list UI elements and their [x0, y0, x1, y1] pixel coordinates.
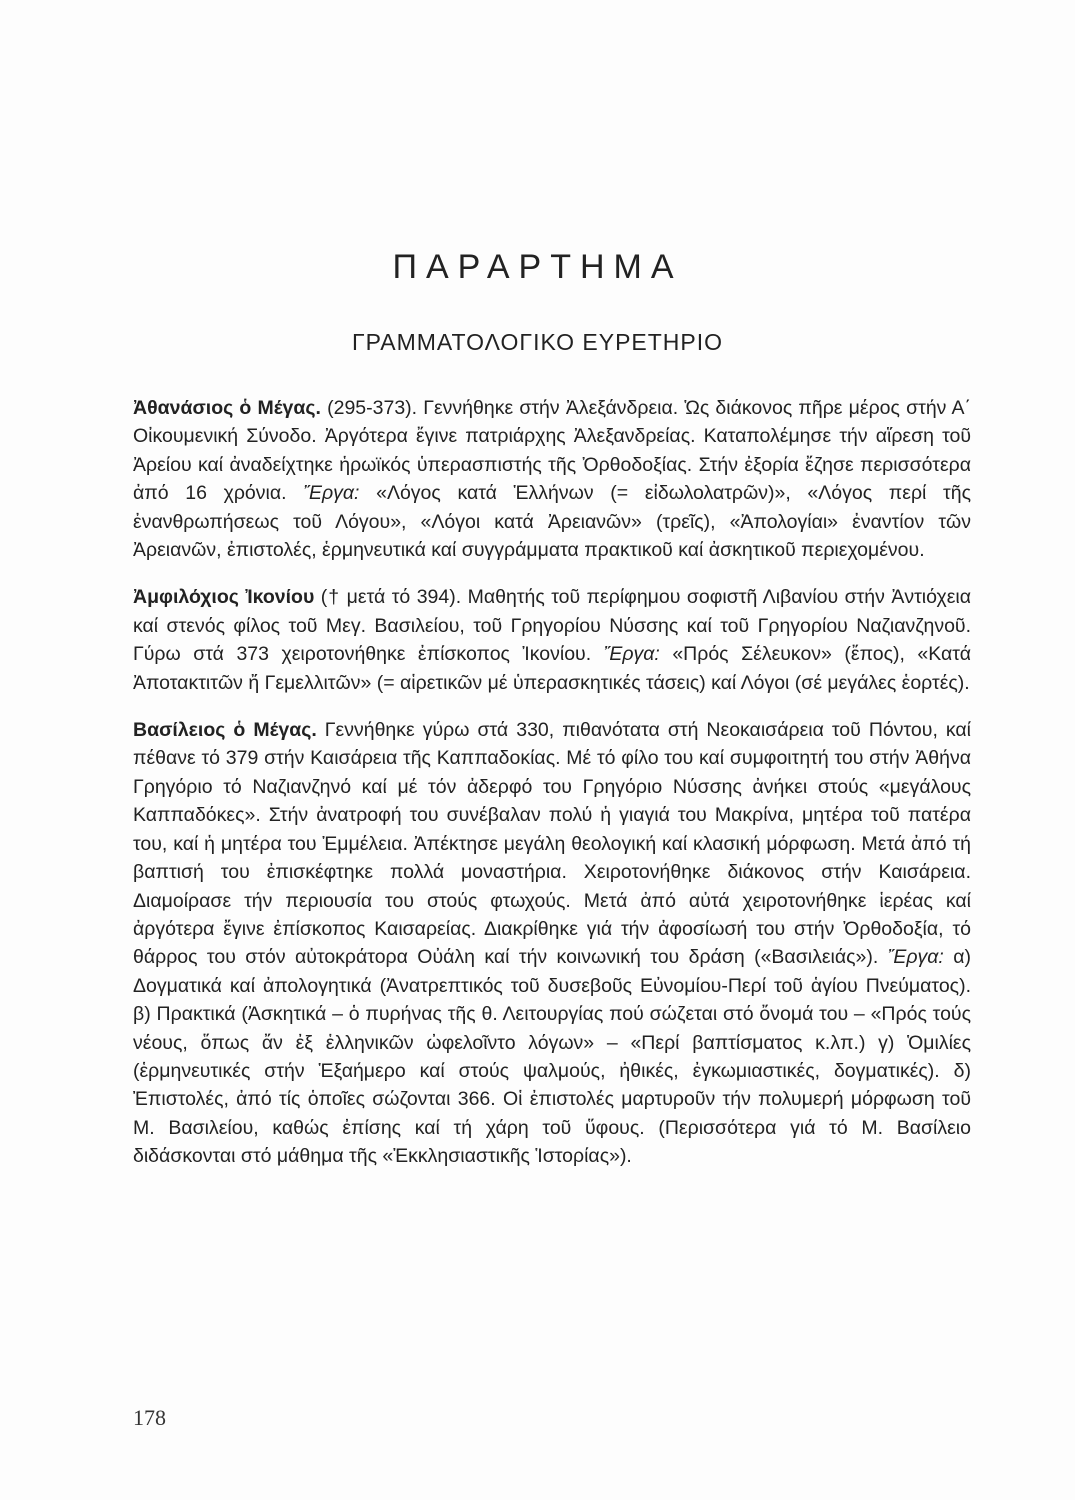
entry-works-list: α) Δογματικά καί ἀπολογητικά (Ἀνατρεπτικός τοῦ δυσεβοῦς Εὐνομίου-Περί τοῦ ἁγίου Πνεύματος). β) Πρακτικά (Ἀσκητικά – ὁ πυρήνας τῆς θ. Λειτουργίας πού σώζεται στό ὄνομά του – «Πρός τούς νέους, ὅπως ἄν ἐξ ἑλληνικῶν ὠφελοῖντο λόγων» – «Περί βαπτίσματος κ.λπ.) γ) Ὁμιλίες (ἑρμηνευτικές στήν Ἑξαήμερο καί στούς ψαλμούς, ἠθικές, ἐγκωμιαστικές, δογματικές). δ) Ἐπιστολές, ἀπό τίς ὁποῖες σώζονται 366. Οἱ ἐπιστολές μαρτυροῦν τήν πολυμερή μόρφωση τοῦ Μ. Βασιλείου, καθώς ἐπίσης καί τή χάρη τοῦ ὕφους. (Περισσότερα γιά τό Μ. Βασίλειο διδάσκονται στό μάθημα τῆς «Ἐκκλησιαστικῆς Ἱστορίας»).	[133, 946, 971, 1168]
index-entries	[133, 394, 971, 1190]
entry-works-list: «Πρός Σέλευκον» (ἔπος), «Κατά Ἀποτακτιτῶν ἤ Γεμελλιτῶν» (= αἱρετικῶν μέ ὑπερασκητικές τάσεις) καί Λόγοι (σέ μεγάλες ἑορτές).	[133, 643, 971, 694]
entry-name: Βασίλειος ὁ Μέγας.	[133, 719, 317, 742]
entry-athanasios	[133, 394, 971, 564]
entry-body: († μετά τό 394). Μαθητής τοῦ περίφημου σοφιστῆ Λιβανίου στήν Ἀντιόχεια καί στενός φίλος τοῦ Μεγ. Βασιλείου, τοῦ Γρηγορίου Νύσσης καί τοῦ Γρηγορίου Ναζιανζηνοῦ. Γύρω στά 373 χειροτονήθηκε ἐπίσκοπος Ἰκονίου.	[133, 586, 971, 666]
page-title: ΠΑΡΑΡΤΗΜΑ	[392, 248, 683, 286]
page-number: 178	[133, 1405, 166, 1430]
entry-works-label: Ἔργα:	[303, 482, 360, 505]
entry-amfilochios	[133, 583, 971, 697]
entry-works-label: Ἔργα:	[603, 643, 660, 666]
entry-works-label: Ἔργα:	[887, 946, 944, 969]
entry-name: Ἀμφιλόχιος Ἰκονίου	[133, 586, 315, 609]
page-subtitle: ΓΡΑΜΜΑΤΟΛΟΓΙΚΟ ΕΥΡΕΤΗΡΙΟ	[351, 329, 724, 355]
entry-works-list: «Λόγος κατά Ἑλλήνων (= εἰδωλολατρῶν)», «Λόγος περί τῆς ἐνανθρωπήσεως τοῦ Λόγου», «Λόγοι κατά Ἀρειανῶν» (τρεῖς), «Ἀπολογίαι» ἐναντίον τῶν Ἀρειανῶν, ἐπιστολές, ἑρμηνευτικά καί συγγράμματα πρακτικοῦ καί ἀσκητικοῦ περιεχομένου.	[133, 482, 971, 562]
entry-body: (295-373). Γεννήθηκε στήν Ἀλεξάνδρεια. Ὡς διάκονος πῆρε μέρος στήν Α΄ Οἰκουμενική Σύνοδο. Ἀργότερα ἔγινε πατριάρχης Ἀλεξανδρείας. Καταπολέμησε τήν αἵρεση τοῦ Ἀρείου καί ἀναδείχτηκε ἡρωϊκός ὑπερασπιστής τῆς Ὀρθοδοξίας. Στήν ἐξορία ἔζησε περισσότερα ἀπό 16 χρόνια.	[133, 397, 972, 505]
entry-name: Ἀθανάσιος ὁ Μέγας.	[133, 397, 321, 419]
entry-vasileios	[133, 716, 971, 1171]
entry-body: Γεννήθηκε γύρω στά 330, πιθανότατα στή Νεοκαισάρεια τοῦ Πόντου, καί πέθανε τό 379 στήν Καισάρεια τῆς Καππαδοκίας. Μέ τό φίλο του καί συμφοιτητή του στήν Ἀθήνα Γρηγόριο τό Ναζιανζηνό καί μέ τόν ἀδερφό του Γρηγόριο Νύσσης ἀνήκει στούς «μεγάλους Καππαδόκες». Στήν ἀνατροφή του συνέβαλαν πολύ ἡ γιαγιά του Μακρίνα, μητέρα τοῦ πατέρα του, καί ἡ μητέρα του Ἐμμέλεια. Ἀπέκτησε μεγάλη θεολογική καί κλασική μόρφωση. Μετά ἀπό τή βαπτισή του ἐπισκέφτηκε πολλά μοναστήρια. Χειροτονήθηκε διάκονος στήν Καισάρεια. Διαμοίρασε τήν περιουσία του στούς φτωχούς. Μετά ἀπό αὐτά χειροτονήθηκε ἱερέας καί ἀργότερα ἔγινε ἐπίσκοπος Καισαρείας. Διακρίθηκε γιά τήν ἀφοσίωσή του στήν Ὀρθοδοξία, τό θάρρος του στόν αὐτοκράτορα Οὐάλη καί τήν κοινωνική του δράση («Βασιλειάς»).	[133, 719, 971, 969]
